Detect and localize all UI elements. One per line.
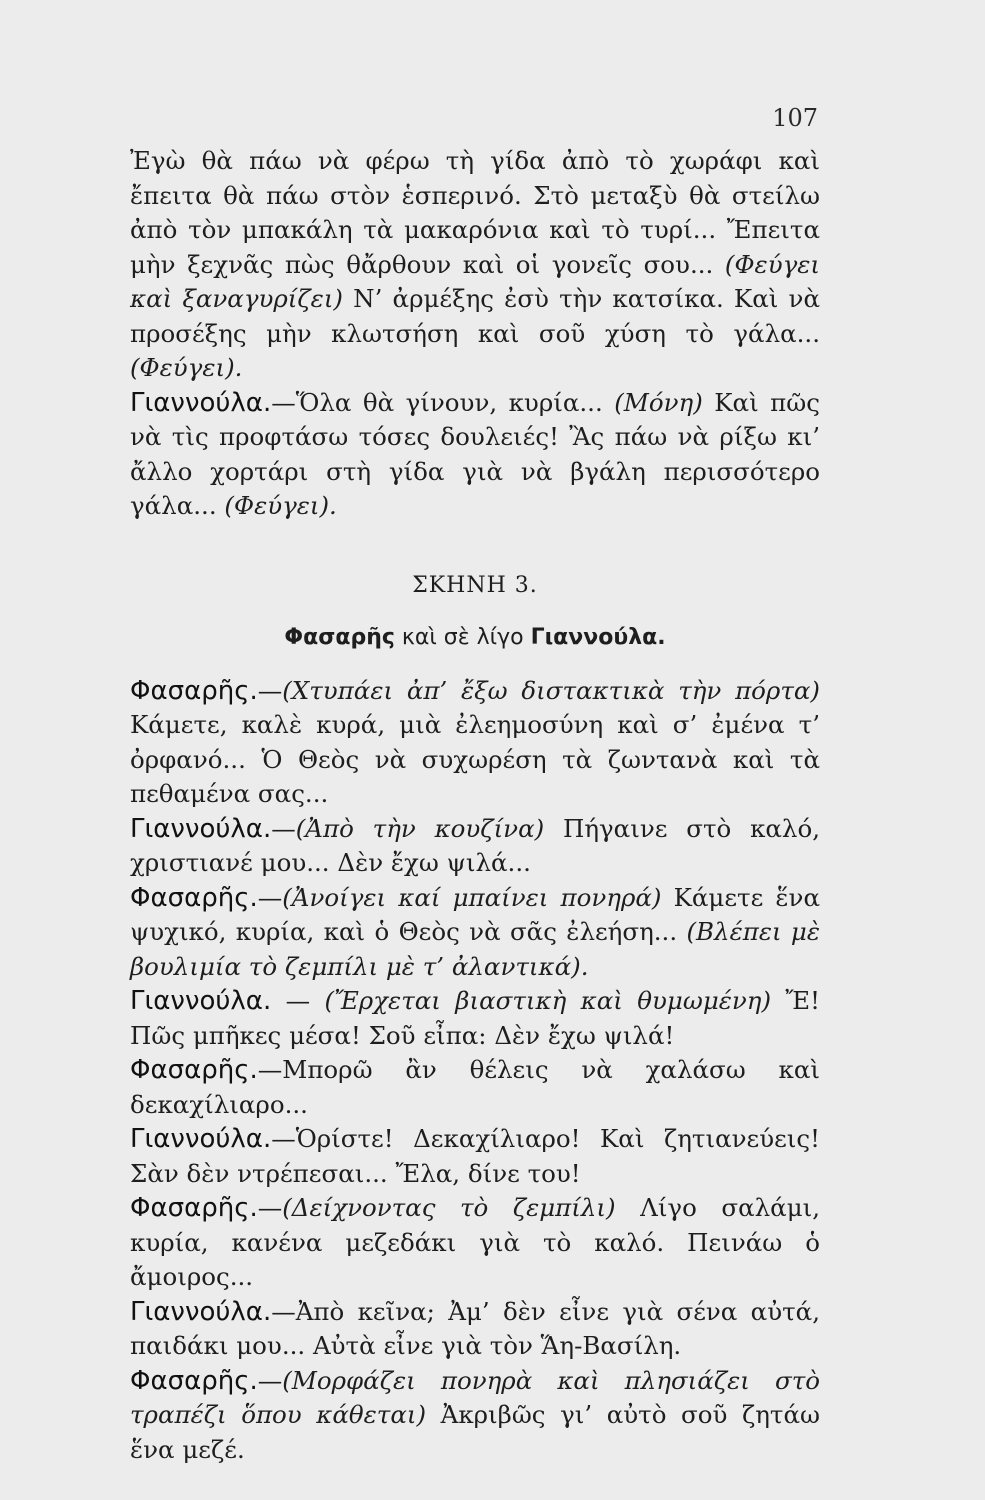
speaker-name: Φασαρῆς. bbox=[130, 882, 258, 913]
speaker-name: Φασαρῆς. bbox=[130, 675, 258, 706]
scene-character: Γιαννούλα. bbox=[530, 625, 666, 650]
stage-direction: (Ἀπὸ τὴν κουζίνα) bbox=[295, 813, 545, 843]
scene-connector: καὶ σὲ λίγο bbox=[401, 625, 524, 650]
scene-characters bbox=[130, 621, 820, 656]
dash: — bbox=[271, 1296, 296, 1326]
stage-direction: (Δείχνοντας τὸ ζεμπίλι) bbox=[282, 1193, 616, 1222]
page-number: 107 bbox=[772, 104, 818, 132]
opening-text-2: Ν’ ἀρμέξης ἐσὺ τὴν κατσίκα. Καὶ νὰ προσέξης μὴν κλωτσήση καὶ σοῦ χύση τὸ γάλα... bbox=[130, 284, 820, 348]
speaker-name: Γιαννούλα. bbox=[130, 813, 272, 844]
dialogue-line bbox=[130, 984, 820, 1053]
stage-direction: (Ἔρχεται βιαστικὴ καὶ θυμωμένη) bbox=[324, 986, 772, 1015]
dialogue-text: Ἀπὸ κεῖνα; Ἀμ’ δὲν εἶνε γιὰ σένα αὐτά, παιδάκι μου... Αὐτὰ εἶνε γιὰ τὸν Ἅη-Βασίλη. bbox=[130, 1296, 820, 1360]
stage-direction: (Μορφάζει πονηρὰ καὶ πλησιάζει στὸ τραπέζι ὅπου κάθεται) bbox=[130, 1365, 820, 1429]
dialogue-line bbox=[130, 674, 820, 812]
dialogue-line bbox=[130, 1364, 820, 1468]
dialogue-line bbox=[130, 386, 820, 524]
dialogue-list bbox=[130, 674, 820, 1468]
dash: — bbox=[257, 1193, 283, 1222]
dialogue-text: Λίγο σαλάμι, κυρία, κανένα μεζεδάκι γιὰ τὸ καλό. Πεινάω ὁ ἄμοιρος... bbox=[130, 1193, 821, 1291]
dialogue-text: Μπορῶ ἂν θέλεις νὰ χαλάσω καὶ δεκαχίλιαρο... bbox=[130, 1055, 820, 1119]
dialogue-text: Κάμετε, καλὲ κυρά, μιὰ ἐλεημοσύνη καὶ σ’ ἐμένα τ’ ὀρφανό... Ὁ Θεὸς νὰ συχωρέση τὰ ζωντανὰ καὶ τὰ πεθαμένα σας... bbox=[130, 710, 820, 808]
dialogue-line bbox=[130, 881, 820, 985]
scene-title: ΣΚΗΝΗ 3. bbox=[412, 572, 538, 598]
dash: — bbox=[257, 1365, 283, 1395]
speaker-name: Γιαννούλα. bbox=[130, 986, 272, 1016]
speaker-name: Φασαρῆς. bbox=[130, 1055, 258, 1085]
dialogue-text: Πήγαινε στὸ καλό, χριστιανέ μου... Δὲν ἔχω ψιλά... bbox=[130, 813, 821, 877]
opening-text: Ἐγὼ θὰ πάω νὰ φέρω τὴ γίδα ἀπὸ τὸ χωράφι καὶ ἔπειτα θὰ πάω στὸν ἑσπερινό. Στὸ μεταξὺ θὰ στείλω ἀπὸ τὸν μπακάλη τὰ μακαρόνια καὶ τὸ τυρί... Ἔπειτα μὴν ξεχνᾶς πὼς θἄρθουν καὶ οἱ γονεῖς σου... bbox=[130, 146, 820, 279]
dash: — bbox=[257, 1055, 283, 1084]
dialogue-text: Ὁρίστε! Δεκαχίλιαρο! Καὶ ζητιανεύεις! Σὰν δὲν ντρέπεσαι... Ἔλα, δίνε του! bbox=[130, 1124, 820, 1188]
stage-direction: (Φεύγει). bbox=[224, 491, 337, 520]
speaker-name: Φασαρῆς. bbox=[130, 1365, 258, 1396]
dash: — bbox=[271, 986, 325, 1015]
dialogue-line bbox=[130, 1295, 820, 1364]
dash: — bbox=[257, 882, 283, 912]
dash: — bbox=[257, 675, 283, 705]
dialogue-text: Ἔ! Πῶς μπῆκες μέσα! Σοῦ εἶπα: Δὲν ἔχω ψιλά! bbox=[130, 986, 820, 1050]
speaker-name: Γιαννούλα. bbox=[130, 1124, 272, 1154]
dialogue-text: —Ὅλα θὰ γίνουν, κυρία... bbox=[271, 387, 603, 417]
speaker-name: Γιαννούλα. bbox=[130, 1296, 272, 1327]
opening-paragraph bbox=[130, 144, 820, 386]
dialogue-text: Καὶ πῶς νὰ τὶς προφτάσω τόσες δουλειές! Ἂς πάω νὰ ρίξω κι’ ἄλλο χορτάρι στὴ γίδα γιὰ νὰ βγάλη περισσότερο γάλα... bbox=[130, 387, 820, 520]
speaker-name: Γιαννούλα. bbox=[130, 387, 272, 418]
dash: — bbox=[271, 1124, 296, 1153]
dialogue-line bbox=[130, 812, 820, 881]
dialogue-line bbox=[130, 1122, 820, 1191]
stage-direction: (Φεύγει). bbox=[130, 353, 243, 382]
dialogue-line bbox=[130, 1053, 820, 1122]
dialogue-line bbox=[130, 1191, 820, 1295]
dialogue-text: Κάμετε ἕνα ψυχικό, κυρία, καὶ ὁ Θεὸς νὰ σᾶς ἐλεήση... bbox=[130, 882, 820, 946]
text-block bbox=[130, 144, 820, 1467]
dialogue-text: Ἀκριβῶς γι’ αὐτὸ σοῦ ζητάω ἕνα μεζέ. bbox=[130, 1400, 820, 1464]
scene-character: Φασαρῆς bbox=[284, 625, 395, 650]
speaker-name: Φασαρῆς. bbox=[130, 1193, 258, 1223]
stage-direction: (Χτυπάει ἀπ’ ἔξω διστακτικὰ τὴν πόρτα) bbox=[282, 675, 820, 705]
dash: — bbox=[271, 813, 296, 843]
stage-direction: (Μόνη) bbox=[614, 387, 703, 417]
stage-direction: (Φεύγει καὶ ξαναγυρίζει) bbox=[130, 249, 820, 313]
stage-direction: (Βλέπει μὲ βουλιμία τὸ ζεμπίλι μὲ τ’ ἀλαντικά). bbox=[130, 917, 820, 981]
stage-direction: (Ἀνοίγει καί μπαίνει πονηρά) bbox=[282, 882, 662, 912]
